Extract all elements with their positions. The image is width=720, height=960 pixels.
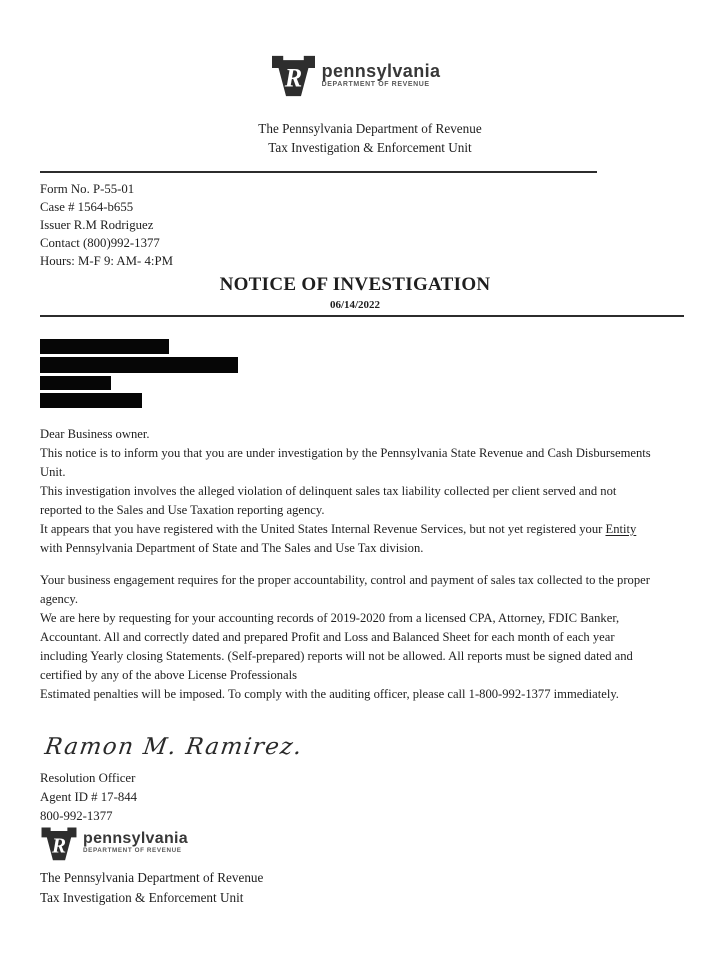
unit-name: Tax Investigation & Enforcement Unit bbox=[268, 140, 472, 155]
logo-tagline: DEPARTMENT OF REVENUE bbox=[83, 847, 182, 855]
body-line: Accountant. All and correctly dated and prepared Profit and Loss and Balanced Sheet for each month of each year bbox=[40, 630, 615, 644]
body-line: This notice is to inform you that you are under investigation by the Pennsylvania State Revenue and Cash Disbursements bbox=[40, 446, 651, 460]
issuer: Issuer R.M Rodriguez bbox=[40, 218, 154, 232]
officer-title: Resolution Officer bbox=[40, 771, 136, 785]
redaction-bar bbox=[40, 339, 169, 354]
revenue-logo-bottom bbox=[40, 826, 700, 861]
notice-title: NOTICE OF INVESTIGATION bbox=[219, 274, 491, 295]
keystone-letter: R bbox=[284, 63, 302, 93]
body-line: including Yearly closing Statements. (Self-prepared) reports will not be allowed. All reports must be signed dated and bbox=[40, 649, 633, 663]
keystone-icon bbox=[40, 826, 78, 861]
letter-body bbox=[40, 425, 700, 704]
redaction-bar bbox=[40, 376, 111, 390]
agency-name: The Pennsylvania Department of Revenue bbox=[258, 121, 482, 136]
body-line: Unit. bbox=[40, 465, 66, 479]
signature-name: Ramon M. Ramirez. bbox=[43, 734, 305, 760]
redaction-bar bbox=[40, 393, 142, 408]
redaction-bar bbox=[40, 357, 238, 373]
salutation: Dear Business owner. bbox=[40, 427, 150, 441]
body-line: certified by any of the above License Professionals bbox=[40, 668, 298, 682]
body-line bbox=[40, 520, 700, 539]
paragraph-gap bbox=[40, 558, 700, 571]
logo-wordmark: pennsylvania bbox=[83, 830, 188, 848]
body-line-text: It appears that you have registered with the United States Internal Revenue Services, but not yet registered your bbox=[40, 522, 606, 536]
form-number: Form No. P-55-01 bbox=[40, 182, 135, 196]
divider-rule-date bbox=[40, 315, 684, 317]
keystone-icon bbox=[270, 54, 317, 97]
signature bbox=[45, 730, 700, 764]
case-number: Case # 1564-b655 bbox=[40, 200, 134, 214]
footer bbox=[40, 868, 700, 907]
revenue-logo-top bbox=[25, 54, 685, 97]
body-line: This investigation involves the alleged violation of delinquent sales tax liability collected per client served and not bbox=[40, 484, 617, 498]
letterhead bbox=[40, 119, 700, 157]
logo-tagline: DEPARTMENT OF REVENUE bbox=[321, 80, 430, 88]
officer-block bbox=[40, 769, 700, 826]
body-line: Your business engagement requires for the proper accountability, control and payment of sales tax collected to the proper bbox=[40, 573, 650, 587]
form-info bbox=[40, 180, 700, 270]
body-line: reported to the Sales and Use Taxation reporting agency. bbox=[40, 503, 325, 517]
notice-date: 06/14/2022 bbox=[329, 299, 381, 311]
body-line: We are here by requesting for your accounting records of 2019-2020 from a licensed CPA, Attorney, FDIC Banker, bbox=[40, 611, 620, 625]
footer-unit-name: Tax Investigation & Enforcement Unit bbox=[40, 889, 244, 905]
divider-rule-top bbox=[40, 171, 597, 173]
officer-phone: 800-992-1377 bbox=[40, 809, 113, 823]
entity-underlined: Entity bbox=[605, 522, 637, 536]
redaction-block bbox=[40, 339, 700, 408]
agent-id: Agent ID # 17-844 bbox=[40, 790, 138, 804]
footer-agency-name: The Pennsylvania Department of Revenue bbox=[40, 870, 264, 885]
body-line: Estimated penalties will be imposed. To comply with the auditing officer, please call 1-800-992-1377 immediately. bbox=[40, 687, 619, 701]
office-hours: Hours: M-F 9: AM- 4:PM bbox=[40, 254, 173, 268]
keystone-letter: R bbox=[51, 833, 67, 858]
body-line: agency. bbox=[40, 592, 78, 606]
contact-phone: Contact (800)992-1377 bbox=[40, 236, 160, 250]
logo-wordmark: pennsylvania bbox=[321, 60, 441, 81]
body-line: with Pennsylvania Department of State and The Sales and Use Tax division. bbox=[40, 541, 424, 555]
